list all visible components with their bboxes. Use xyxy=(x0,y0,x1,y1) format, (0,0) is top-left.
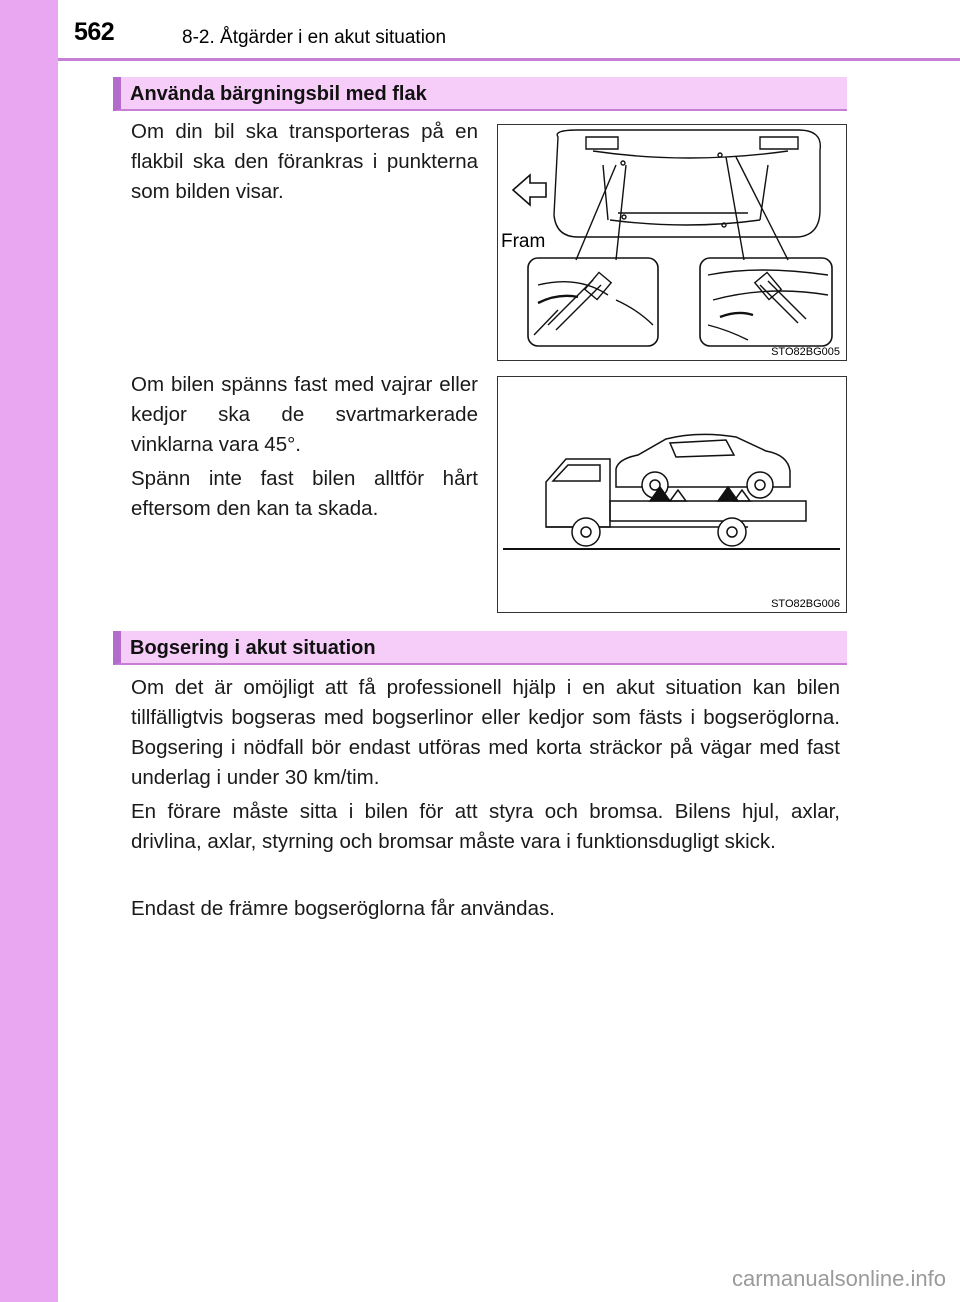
section-title-emergency-towing: Bogsering i akut situation xyxy=(113,631,847,665)
paragraph-driver-requirement: En förare måste sitta i bilen för att styra och bromsa. Bilens hjul, axlar, drivlina, axlar, styrning och bromsar måste vara i funktionsdugligt skick. xyxy=(131,800,840,853)
watermark: carmanualsonline.info xyxy=(731,1266,946,1291)
front-label: Fram xyxy=(501,231,546,252)
paragraph-emergency-towing: Om det är omöjligt att få professionell hjälp i en akut situation kan bilen tillfälligtvis bogseras med bogserlinor eller kedjor som fästs i bogseröglorna. Bogsering i nödfall bör endast utföras med korta sträckor på vägar med fast underlag i under 30 km/tim. xyxy=(131,676,840,789)
paragraph-tension-warning: Spänn inte fast bilen alltför hårt eftersom den kan ta skada. xyxy=(131,467,478,520)
flatbed-truck-illustration xyxy=(498,377,845,611)
header-rule xyxy=(58,58,960,61)
section-title-flatbed: Använda bärgningsbil med flak xyxy=(113,77,847,111)
figure-flatbed-truck xyxy=(497,376,847,613)
side-band xyxy=(0,0,58,1302)
page-number: 562 xyxy=(74,18,115,46)
figure-code: STO82BG005 xyxy=(771,346,840,358)
paragraph-anchor-points: Om din bil ska transporteras på en flakbil ska den förankras i punkterna som bilden visar. xyxy=(131,120,478,203)
paragraph-front-eyelets: Endast de främre bogseröglorna får användas. xyxy=(131,897,555,920)
figure-code: STO82BG006 xyxy=(771,598,840,610)
paragraph-cable-angle: Om bilen spänns fast med vajrar eller kedjor ska de svartmarkerade vinklarna vara 45°. xyxy=(131,373,478,456)
figure-anchor-points xyxy=(497,124,847,361)
chapter-heading: 8-2. Åtgärder i en akut situation xyxy=(182,27,447,48)
underbody-illustration xyxy=(498,125,845,359)
